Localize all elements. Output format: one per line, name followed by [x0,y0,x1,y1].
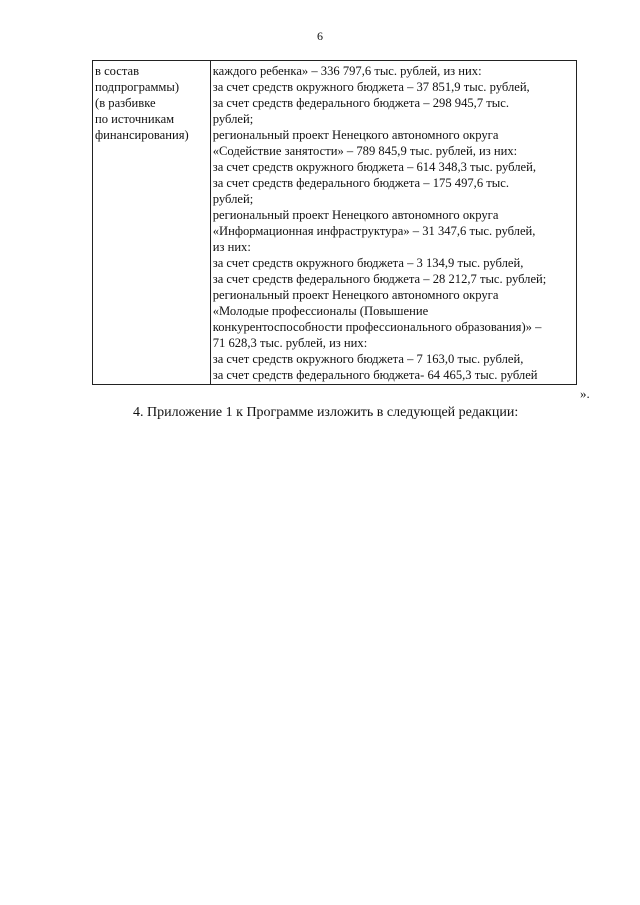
content-line: «Содействие занятости» – 789 845,9 тыс. рублей, из них: [212,144,518,158]
content-line: за счет средств федерального бюджета- 64 465,3 тыс. рублей [212,368,538,382]
content-line: за счет средств федерального бюджета – 298 945,7 тыс. [212,96,509,110]
content-line: региональный проект Ненецкого автономного округа [212,128,499,142]
content-line: рублей; [212,192,254,206]
label-line: (в разбивке [95,96,156,110]
content-line: за счет средств окружного бюджета – 37 851,9 тыс. рублей, [212,80,530,94]
content-line: 71 628,3 тыс. рублей, из них: [212,336,368,350]
instruction-paragraph: 4. Приложение 1 к Программе изложить в следующей редакции: [133,405,519,420]
content-line: из них: [212,240,251,254]
table-cell-label [93,61,211,385]
page-number: 6 [317,29,323,43]
label-line: финансирования) [95,128,189,142]
content-line: за счет средств окружного бюджета – 3 134,9 тыс. рублей, [212,256,524,270]
content-line: за счет средств окружного бюджета – 614 348,3 тыс. рублей, [212,160,537,174]
table-cell-content [210,61,576,385]
label-line: подпрограммы) [95,80,180,94]
content-line: «Информационная инфраструктура» – 31 347,6 тыс. рублей, [212,224,536,238]
content-line: за счет средств окружного бюджета – 7 163,0 тыс. рублей, [212,352,524,366]
content-line: конкурентоспособности профессионального образования)» – [212,320,542,334]
table-row [93,61,577,385]
content-line: рублей; [212,112,254,126]
content-line: «Молодые профессионалы (Повышение [212,304,429,318]
closing-quote-mark: ». [580,386,590,401]
content-line: за счет средств федерального бюджета – 175 497,6 тыс. [212,176,509,190]
funding-table [92,60,577,385]
content-line: региональный проект Ненецкого автономного округа [212,288,499,302]
label-line: по источникам [95,112,175,126]
content-line: каждого ребенка» – 336 797,6 тыс. рублей, из них: [212,64,482,78]
content-line: за счет средств федерального бюджета – 28 212,7 тыс. рублей; [212,272,547,286]
content-line: региональный проект Ненецкого автономного округа [212,208,499,222]
label-line: в состав [95,64,140,78]
